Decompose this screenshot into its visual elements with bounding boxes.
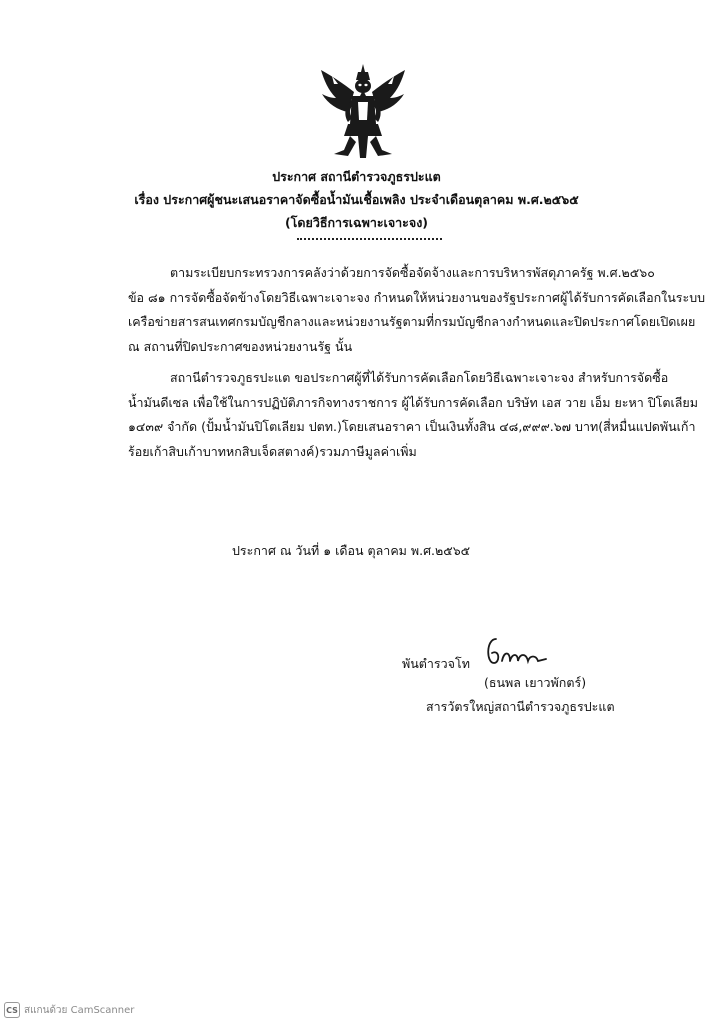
announcement-date: ประกาศ ณ วันที่ ๑ เดือน ตุลาคม พ.ศ.๒๕๖๕ <box>232 543 471 558</box>
paragraph-line: ข้อ ๘๑ การจัดซื้อจัดข้างโดยวิธีเฉพาะเจาะจง กำหนดให้หน่วยงานของรัฐประกาศผู้ได้รับการคัดเลือกในระบบ <box>128 289 706 305</box>
paragraph-line: ๑๔๓๙ จำกัด (ปั้มน้ำมันปิโตเลียม ปตท.)โดยเสนอราคา เป็นเงินทั้งสิน ๔๘,๙๙๙.๖๗ บาท(สี่หมื่นแปดพันเก้า <box>128 419 696 434</box>
paragraph-line: สถานีตำรวจภูธรปะแต ขอประกาศผู้ที่ได้รับการคัดเลือกโดยวิธีเฉพาะเจาะจง สำหรับการจัดซื้อ <box>170 370 669 385</box>
garuda-emblem-icon <box>318 62 408 160</box>
paragraph-regulation <box>128 261 706 335</box>
procurement-method: (โดยวิธีการเฉพาะเจาะจง) <box>284 215 429 230</box>
signer-name: (ธนพล เยาวพักตร์) <box>484 675 587 690</box>
paragraph-regulation-end <box>128 335 612 360</box>
paragraph-line: ตามระเบียบกระทรวงการคลังว่าด้วยการจัดซื้อจัดจ้างและการบริหารพัสดุภาครัฐ พ.ศ.๒๕๖๐ <box>170 265 655 280</box>
paragraph-line: เครือข่ายสารสนเทศกรมบัญชีกลางและหน่วยงานรัฐตามที่กรมบัญชีกลางกำหนดและปิดประกาศโดยเปิดเผย <box>128 314 696 329</box>
signer-position: สารวัตรใหญ่สถานีตำรวจภูธรปะแต <box>426 699 615 714</box>
camscanner-text: สแกนด้วย CamScanner <box>24 1004 135 1016</box>
paragraph-winner-end <box>128 440 612 465</box>
handwritten-signature <box>482 631 552 669</box>
announcement-subject: เรื่อง ประกาศผู้ชนะเสนอราคาจัดซื้อน้ำมันเชื้อเพลิง ประจำเดือนตุลาคม พ.ศ.๒๕๖๕ <box>134 192 579 207</box>
signer-rank: พันตำรวจโท <box>402 656 470 671</box>
paragraph-winner <box>128 366 698 440</box>
separator-line <box>297 238 442 240</box>
camscanner-logo-icon: CS <box>4 1002 20 1018</box>
announcement-title: ประกาศ สถานีตำรวจภูธรปะแต <box>272 169 441 184</box>
paragraph-line: น้ำมันดีเซล เพื่อใช้ในการปฏิบัติภารกิจทางราชการ ผู้ได้รับการคัดเลือก บริษัท เอส วาย เอ็ม ยะหา ปิโตเลียม <box>128 394 698 410</box>
paragraph-line: ณ สถานที่ปิดประกาศของหน่วยงานรัฐ นั้น <box>128 338 353 354</box>
paragraph-line: ร้อยเก้าสิบเก้าบาทหกสิบเจ็ดสตางค์)รวมภาษีมูลค่าเพิ่ม <box>128 443 417 459</box>
camscanner-watermark <box>4 1002 134 1018</box>
